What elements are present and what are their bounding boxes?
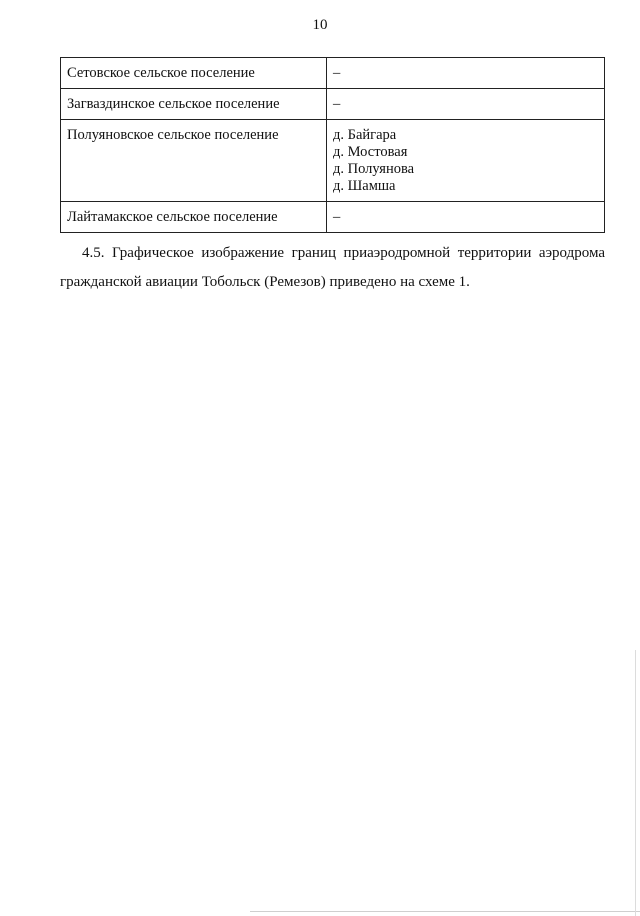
settlement-name: Сетовское сельское поселение [61,58,327,89]
settlement-name: Полуяновское сельское поселение [61,120,327,202]
empty-dash: – [333,209,341,225]
villages-cell [327,202,605,233]
page-number: 10 [312,17,328,33]
villages-cell [327,120,605,202]
village-name: д. Полуянова [333,161,415,177]
table-row [61,58,605,89]
settlements-table [60,57,605,233]
village-name: д. Байгара [333,127,397,143]
settlement-name: Загваздинское сельское поселение [61,89,327,120]
empty-dash: – [333,65,341,81]
table-row [61,202,605,233]
villages-cell [327,58,605,89]
scan-edge-line [250,911,640,912]
scan-edge-line [635,650,636,916]
table-row [61,120,605,202]
table-row [61,89,605,120]
village-name: д. Мостовая [333,144,408,160]
section-paragraph: 4.5. Графическое изображение границ приаэродромной территории аэродрома гражданской авиации Тобольск (Ремезов) приведено на схеме 1. [60,245,605,290]
village-name: д. Шамша [333,178,396,194]
villages-cell [327,89,605,120]
settlement-name: Лайтамакское сельское поселение [61,202,327,233]
empty-dash: – [333,96,341,112]
